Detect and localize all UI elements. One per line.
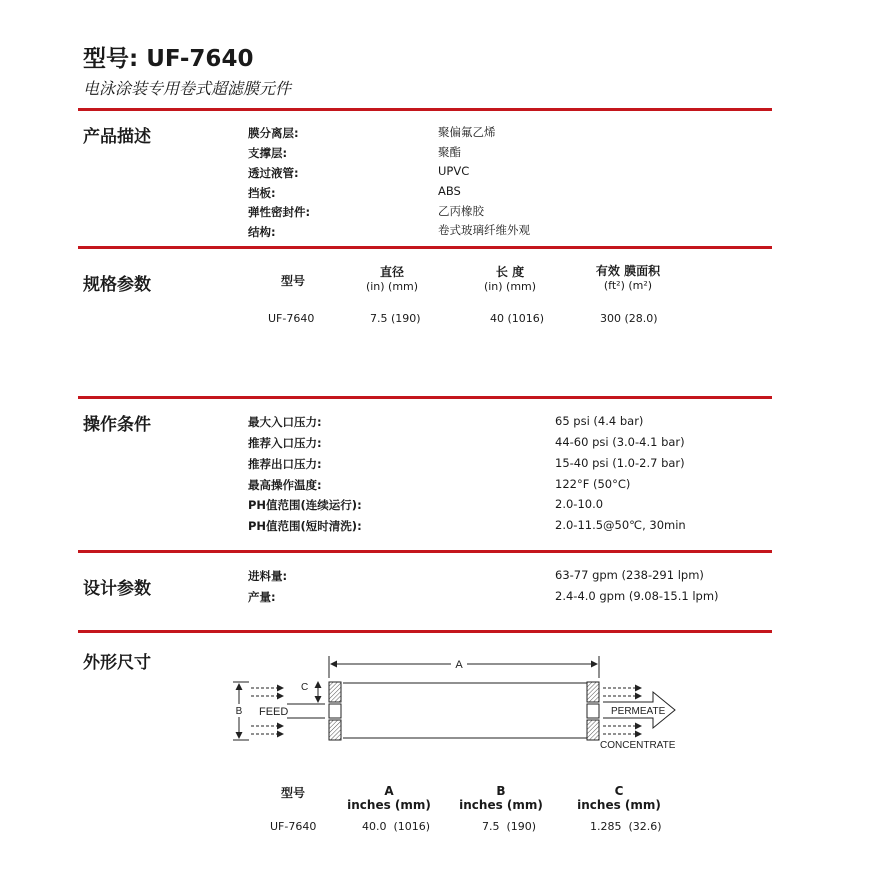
design-label-0: 进料量: (248, 569, 288, 583)
left-center-tube (329, 704, 341, 718)
section-divider (78, 108, 772, 111)
page-title: 型号: UF-7640 (83, 46, 254, 72)
desc-label-1: 支撑层: (248, 146, 288, 160)
right-center-tube (587, 704, 599, 718)
op-label-2: 推荐出口压力: (248, 457, 322, 471)
dim-cell-b: 7.5 (190) (482, 820, 537, 833)
design-label-1: 产量: (248, 590, 276, 604)
left-end-cap-bottom (329, 720, 341, 740)
dim-cell-model: UF-7640 (270, 820, 317, 833)
specs-header-model (268, 272, 318, 289)
section-divider (78, 246, 772, 249)
op-value-0: 65 psi (4.4 bar) (555, 414, 644, 428)
desc-label-4: 弹性密封件: (248, 205, 311, 219)
section-title-design: 设计参数 (83, 579, 151, 599)
op-label-5: PH值范围(短时清洗): (248, 519, 362, 533)
dim-header-b-text: B (496, 784, 506, 798)
specs-cell-area: 300 (28.0) (600, 312, 658, 325)
dim-header-a (346, 784, 432, 812)
left-end-cap-top (329, 682, 341, 702)
op-value-1: 44-60 psi (3.0-4.1 bar) (555, 435, 685, 449)
section-divider (78, 396, 772, 399)
op-label-0: 最大入口压力: (248, 415, 322, 429)
section-title-dimensions: 外形尺寸 (83, 653, 151, 673)
right-end-cap-bottom (587, 720, 599, 740)
section-title-description: 产品描述 (83, 127, 151, 147)
dim-cell-a: 40.0 (1016) (362, 820, 431, 833)
section-divider (78, 550, 772, 553)
dim-header-b-unit: inches (mm) (459, 798, 543, 812)
desc-value-5: 卷式玻璃纤维外观 (438, 223, 530, 237)
op-value-5: 2.0-11.5@50℃, 30min (555, 518, 686, 532)
specs-header-length-unit: (in) (mm) (483, 280, 537, 293)
b-label: B (235, 706, 243, 717)
dim-header-c-text: C (614, 784, 624, 798)
desc-label-3: 挡板: (248, 186, 276, 200)
section-divider (78, 630, 772, 633)
dim-cell-c: 1.285 (32.6) (590, 820, 662, 833)
specs-header-diameter (352, 263, 432, 293)
op-value-4: 2.0-10.0 (555, 497, 604, 511)
a-label: A (455, 659, 463, 671)
specs-header-model-text: 型号 (280, 274, 305, 288)
section-title-specs: 规格参数 (83, 275, 151, 295)
page-subtitle: 电泳涂装专用卷式超滤膜元件 (83, 79, 292, 98)
op-label-1: 推荐入口压力: (248, 436, 322, 450)
dim-header-model-text: 型号 (280, 786, 305, 800)
permeate-label: PERMEATE (611, 706, 666, 717)
desc-label-5: 结构: (248, 225, 276, 239)
module-dimension-diagram (225, 650, 695, 760)
desc-value-2: UPVC (438, 164, 470, 178)
desc-value-3: ABS (438, 184, 461, 198)
op-value-2: 15-40 psi (1.0-2.7 bar) (555, 456, 685, 470)
desc-value-1: 聚酯 (438, 145, 461, 159)
desc-label-2: 透过液管: (248, 166, 299, 180)
design-value-0: 63-77 gpm (238-291 lpm) (555, 568, 704, 582)
dim-header-c-unit: inches (mm) (577, 798, 661, 812)
section-title-operating: 操作条件 (83, 415, 151, 435)
specs-header-diameter-text: 直径 (379, 265, 404, 279)
dim-header-a-unit: inches (mm) (347, 798, 431, 812)
specs-header-length (470, 263, 550, 293)
specs-cell-length: 40 (1016) (490, 312, 545, 325)
desc-value-0: 聚偏氟乙烯 (438, 125, 496, 139)
specs-header-diameter-unit: (in) (mm) (365, 280, 419, 293)
desc-label-0: 膜分离层: (248, 126, 299, 140)
design-value-1: 2.4-4.0 gpm (9.08-15.1 lpm) (555, 589, 719, 603)
dim-header-b (458, 784, 544, 812)
specs-cell-model: UF-7640 (268, 312, 315, 325)
dim-header-c (576, 784, 662, 812)
c-label: C (301, 682, 309, 693)
op-label-4: PH值范围(连续运行): (248, 498, 362, 512)
dim-header-model (268, 784, 318, 801)
op-label-3: 最高操作温度: (248, 478, 322, 492)
specs-header-length-text: 长 度 (495, 265, 525, 279)
specs-header-area-text: 有效 膜面积 (595, 264, 661, 278)
concentrate-label: CONCENTRATE (600, 740, 676, 751)
feed-label: FEED (259, 706, 289, 718)
desc-value-4: 乙丙橡胶 (438, 204, 484, 218)
dim-header-a-text: A (384, 784, 394, 798)
specs-header-area (578, 262, 678, 292)
specs-cell-diameter: 7.5 (190) (370, 312, 421, 325)
right-end-cap-top (587, 682, 599, 702)
op-value-3: 122°F (50°C) (555, 477, 631, 491)
specs-header-area-unit: (ft²) (m²) (603, 279, 653, 292)
